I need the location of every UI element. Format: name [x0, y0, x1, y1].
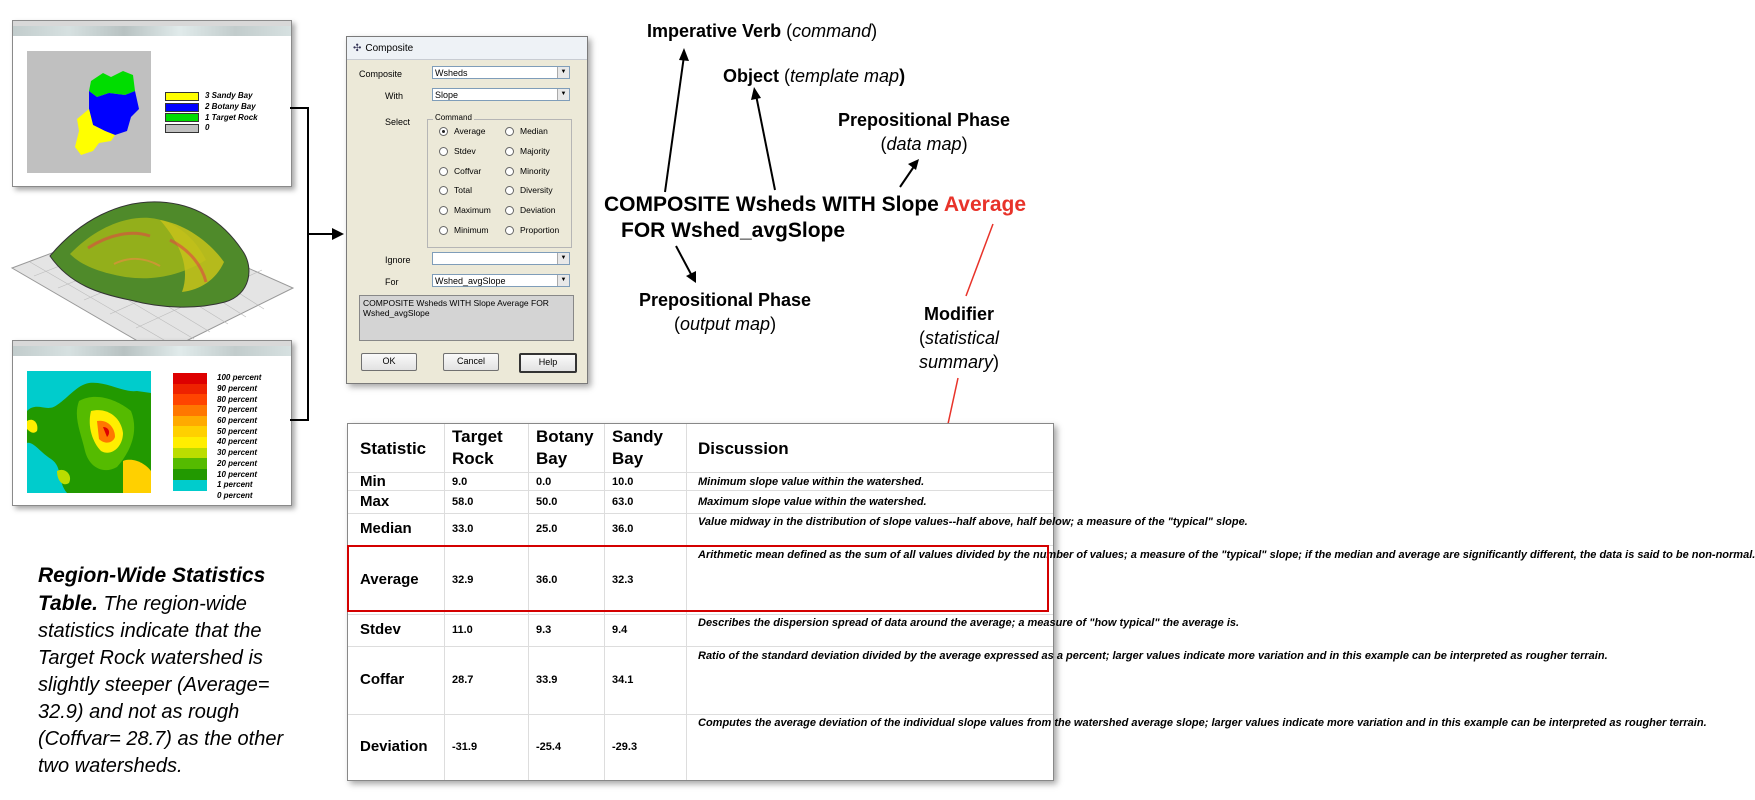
legend-label: 80 percent	[217, 394, 258, 404]
arrow-output-map	[676, 246, 692, 276]
cell-target-rock: -31.9	[452, 741, 478, 753]
cell-botany-bay: 36.0	[536, 574, 558, 586]
cell-discussion: Value midway in the distribution of slope values--half above, half below; a measure of the "typical" slope.	[698, 516, 1248, 528]
annotation-data-map: Prepositional Phase (data map)	[838, 110, 1011, 154]
legend-label: 2 Botany Bay	[205, 102, 256, 112]
radio-label: Minimum	[454, 225, 489, 235]
annotation-prep-note: output map	[680, 314, 771, 334]
radio-label: Minority	[520, 166, 550, 176]
composite-label: Composite	[359, 69, 403, 79]
radio-label: Deviation	[520, 205, 556, 215]
cell-statistic: Stdev	[360, 621, 401, 638]
caption-body: The region-wide statistics indicate that the Target Rock watershed is slightly steeper (Average= 32.9) and not as rough (Coffvar= 28.7) as the other two watersheds.	[38, 593, 284, 777]
cell-sandy-bay: -29.3	[612, 741, 638, 753]
annotation-modifier-note: statistical	[925, 328, 1000, 348]
legend-label: 1 Target Rock	[205, 112, 258, 122]
annotation-prep-label: Prepositional Phase	[639, 290, 812, 310]
annotation-modifier-note2: summary	[919, 352, 994, 372]
cell-target-rock: 58.0	[452, 496, 474, 508]
annotation-verb-note: command	[792, 21, 872, 41]
figure-caption	[38, 562, 318, 780]
arrow-object	[756, 95, 775, 190]
for-value: Wshed_avgSlope	[435, 276, 506, 286]
cell-sandy-bay: 10.0	[612, 476, 634, 488]
cell-discussion: Maximum slope value within the watershed.	[698, 496, 927, 508]
cell-sandy-bay: 32.3	[612, 574, 634, 586]
cell-discussion: Describes the dispersion spread of data around the average; a measure of "how typical" the average is.	[698, 617, 1240, 629]
cell-discussion: Computes the average deviation of the individual slope values from the watershed average slope; larger values indicate more variation and in this example can be interpreted as rougher terrain.	[698, 717, 1707, 729]
radio-label: Median	[520, 126, 548, 136]
radio-label: Proportion	[520, 225, 560, 235]
cell-discussion: Ratio of the standard deviation divided by the average expressed as a percent; larger values indicate more variation and in this example can be interpreted as rougher terrain.	[698, 650, 1608, 662]
command-modifier: Average	[943, 193, 1027, 216]
cell-sandy-bay: 34.1	[612, 674, 634, 686]
caption-title: Region-Wide Statistics Table.	[38, 564, 266, 615]
radio-label: Stdev	[454, 146, 476, 156]
annotation-prep-note: data map	[886, 134, 962, 154]
cell-statistic: Deviation	[360, 738, 428, 755]
cell-discussion: Arithmetic mean defined as the sum of all values divided by the number of values; a measure of the "typical" slope; if the median and average are significantly different, the data is said to be non-normal.	[698, 549, 1755, 561]
radio-label: Diversity	[520, 185, 553, 195]
arrowhead-icon	[751, 87, 761, 100]
select-label: Select	[385, 117, 411, 127]
cancel-button[interactable]: Cancel	[443, 353, 499, 371]
command-group-title: Command	[435, 113, 472, 122]
legend-label: 40 percent	[217, 437, 258, 447]
command-preview: COMPOSITE Wsheds WITH Slope Average FOR Wshed_avgSlope	[359, 295, 574, 341]
cell-botany-bay: 33.9	[536, 674, 558, 686]
cell-target-rock: 28.7	[452, 674, 474, 686]
arrow-verb	[665, 56, 684, 192]
ok-button[interactable]: OK	[361, 353, 417, 371]
cell-botany-bay: -25.4	[536, 741, 562, 753]
row-divider	[348, 614, 1053, 615]
cell-botany-bay: 25.0	[536, 523, 558, 535]
cell-sandy-bay: 63.0	[612, 496, 634, 508]
annotation-prep-label: Prepositional Phase	[838, 110, 1011, 130]
cell-botany-bay: 9.3	[536, 624, 552, 636]
ignore-label: Ignore	[385, 255, 411, 265]
annotation-verb: Imperative Verb (command)	[647, 21, 878, 41]
arrow-data-map	[900, 165, 915, 187]
command-statement-line2: FOR Wshed_avgSlope	[621, 219, 846, 242]
annotation-object: Object (template map)	[723, 66, 906, 86]
cell-statistic: Average	[360, 571, 419, 588]
cell-statistic: Coffar	[360, 671, 405, 688]
annotation-object-label: Object	[723, 66, 780, 86]
command-statement-line1: COMPOSITE Wsheds WITH Slope	[604, 193, 939, 216]
legend-label: 0 percent	[217, 490, 253, 500]
legend-label: 10 percent	[217, 469, 258, 479]
annotation-modifier: Modifier (statistical summary)	[919, 304, 1000, 372]
chevron-down-icon[interactable]: ▼	[557, 253, 569, 264]
row-divider	[348, 490, 1053, 491]
header-discussion: Discussion	[698, 439, 789, 458]
annotation-object-note: template map	[790, 66, 900, 86]
radio-label: Coffvar	[454, 166, 482, 176]
cell-statistic: Median	[360, 520, 412, 537]
row-divider	[348, 714, 1053, 715]
cell-discussion: Minimum slope value within the watershed.	[698, 476, 925, 488]
legend-label: 90 percent	[217, 384, 258, 394]
cell-statistic: Min	[360, 473, 386, 490]
radio-label: Majority	[520, 146, 550, 156]
chevron-down-icon[interactable]: ▼	[557, 67, 569, 78]
cell-sandy-bay: 9.4	[612, 624, 628, 636]
cell-statistic: Max	[360, 493, 390, 510]
radio-label: Maximum	[454, 205, 491, 215]
cell-target-rock: 33.0	[452, 523, 474, 535]
header-botany-bay: Botany Bay	[536, 427, 594, 468]
chevron-down-icon[interactable]: ▼	[557, 89, 569, 100]
legend-label: 100 percent	[217, 373, 262, 383]
legend-label: 0	[205, 123, 210, 133]
legend-label: 1 percent	[217, 480, 253, 490]
annotation-modifier-label: Modifier	[924, 304, 995, 324]
legend-label: 20 percent	[217, 458, 258, 468]
row-divider	[348, 513, 1053, 514]
cell-botany-bay: 50.0	[536, 496, 558, 508]
with-value: Slope	[435, 90, 459, 100]
row-divider	[348, 646, 1053, 647]
cell-botany-bay: 0.0	[536, 476, 552, 488]
header-statistic: Statistic	[360, 439, 427, 458]
with-label: With	[385, 91, 403, 101]
arrowhead-icon	[679, 48, 689, 61]
legend-label: 60 percent	[217, 416, 258, 426]
composite-value: Wsheds	[435, 68, 468, 78]
chevron-down-icon[interactable]: ▼	[557, 275, 569, 286]
header-sandy-bay: Sandy Bay	[612, 427, 664, 468]
annotation-output-map: Prepositional Phase (output map)	[639, 290, 812, 334]
cell-sandy-bay: 36.0	[612, 523, 634, 535]
modifier-connector-top	[966, 224, 993, 296]
dialog-title: Composite	[365, 42, 414, 54]
radio-label: Total	[454, 185, 472, 195]
cell-target-rock: 9.0	[452, 476, 468, 488]
legend-label: 30 percent	[217, 448, 258, 458]
app-icon: ✣	[353, 42, 362, 54]
cell-target-rock: 32.9	[452, 574, 474, 586]
cell-target-rock: 11.0	[452, 624, 473, 636]
help-button[interactable]: Help	[519, 353, 577, 373]
legend-label: 70 percent	[217, 405, 258, 415]
legend-label: 50 percent	[217, 426, 258, 436]
row-divider	[348, 472, 1053, 473]
radio-label: Average	[454, 126, 486, 136]
legend-label: 3 Sandy Bay	[205, 91, 253, 101]
header-target-rock: Target Rock	[452, 427, 503, 468]
annotation-verb-label: Imperative Verb	[647, 21, 782, 41]
for-label: For	[385, 277, 399, 287]
